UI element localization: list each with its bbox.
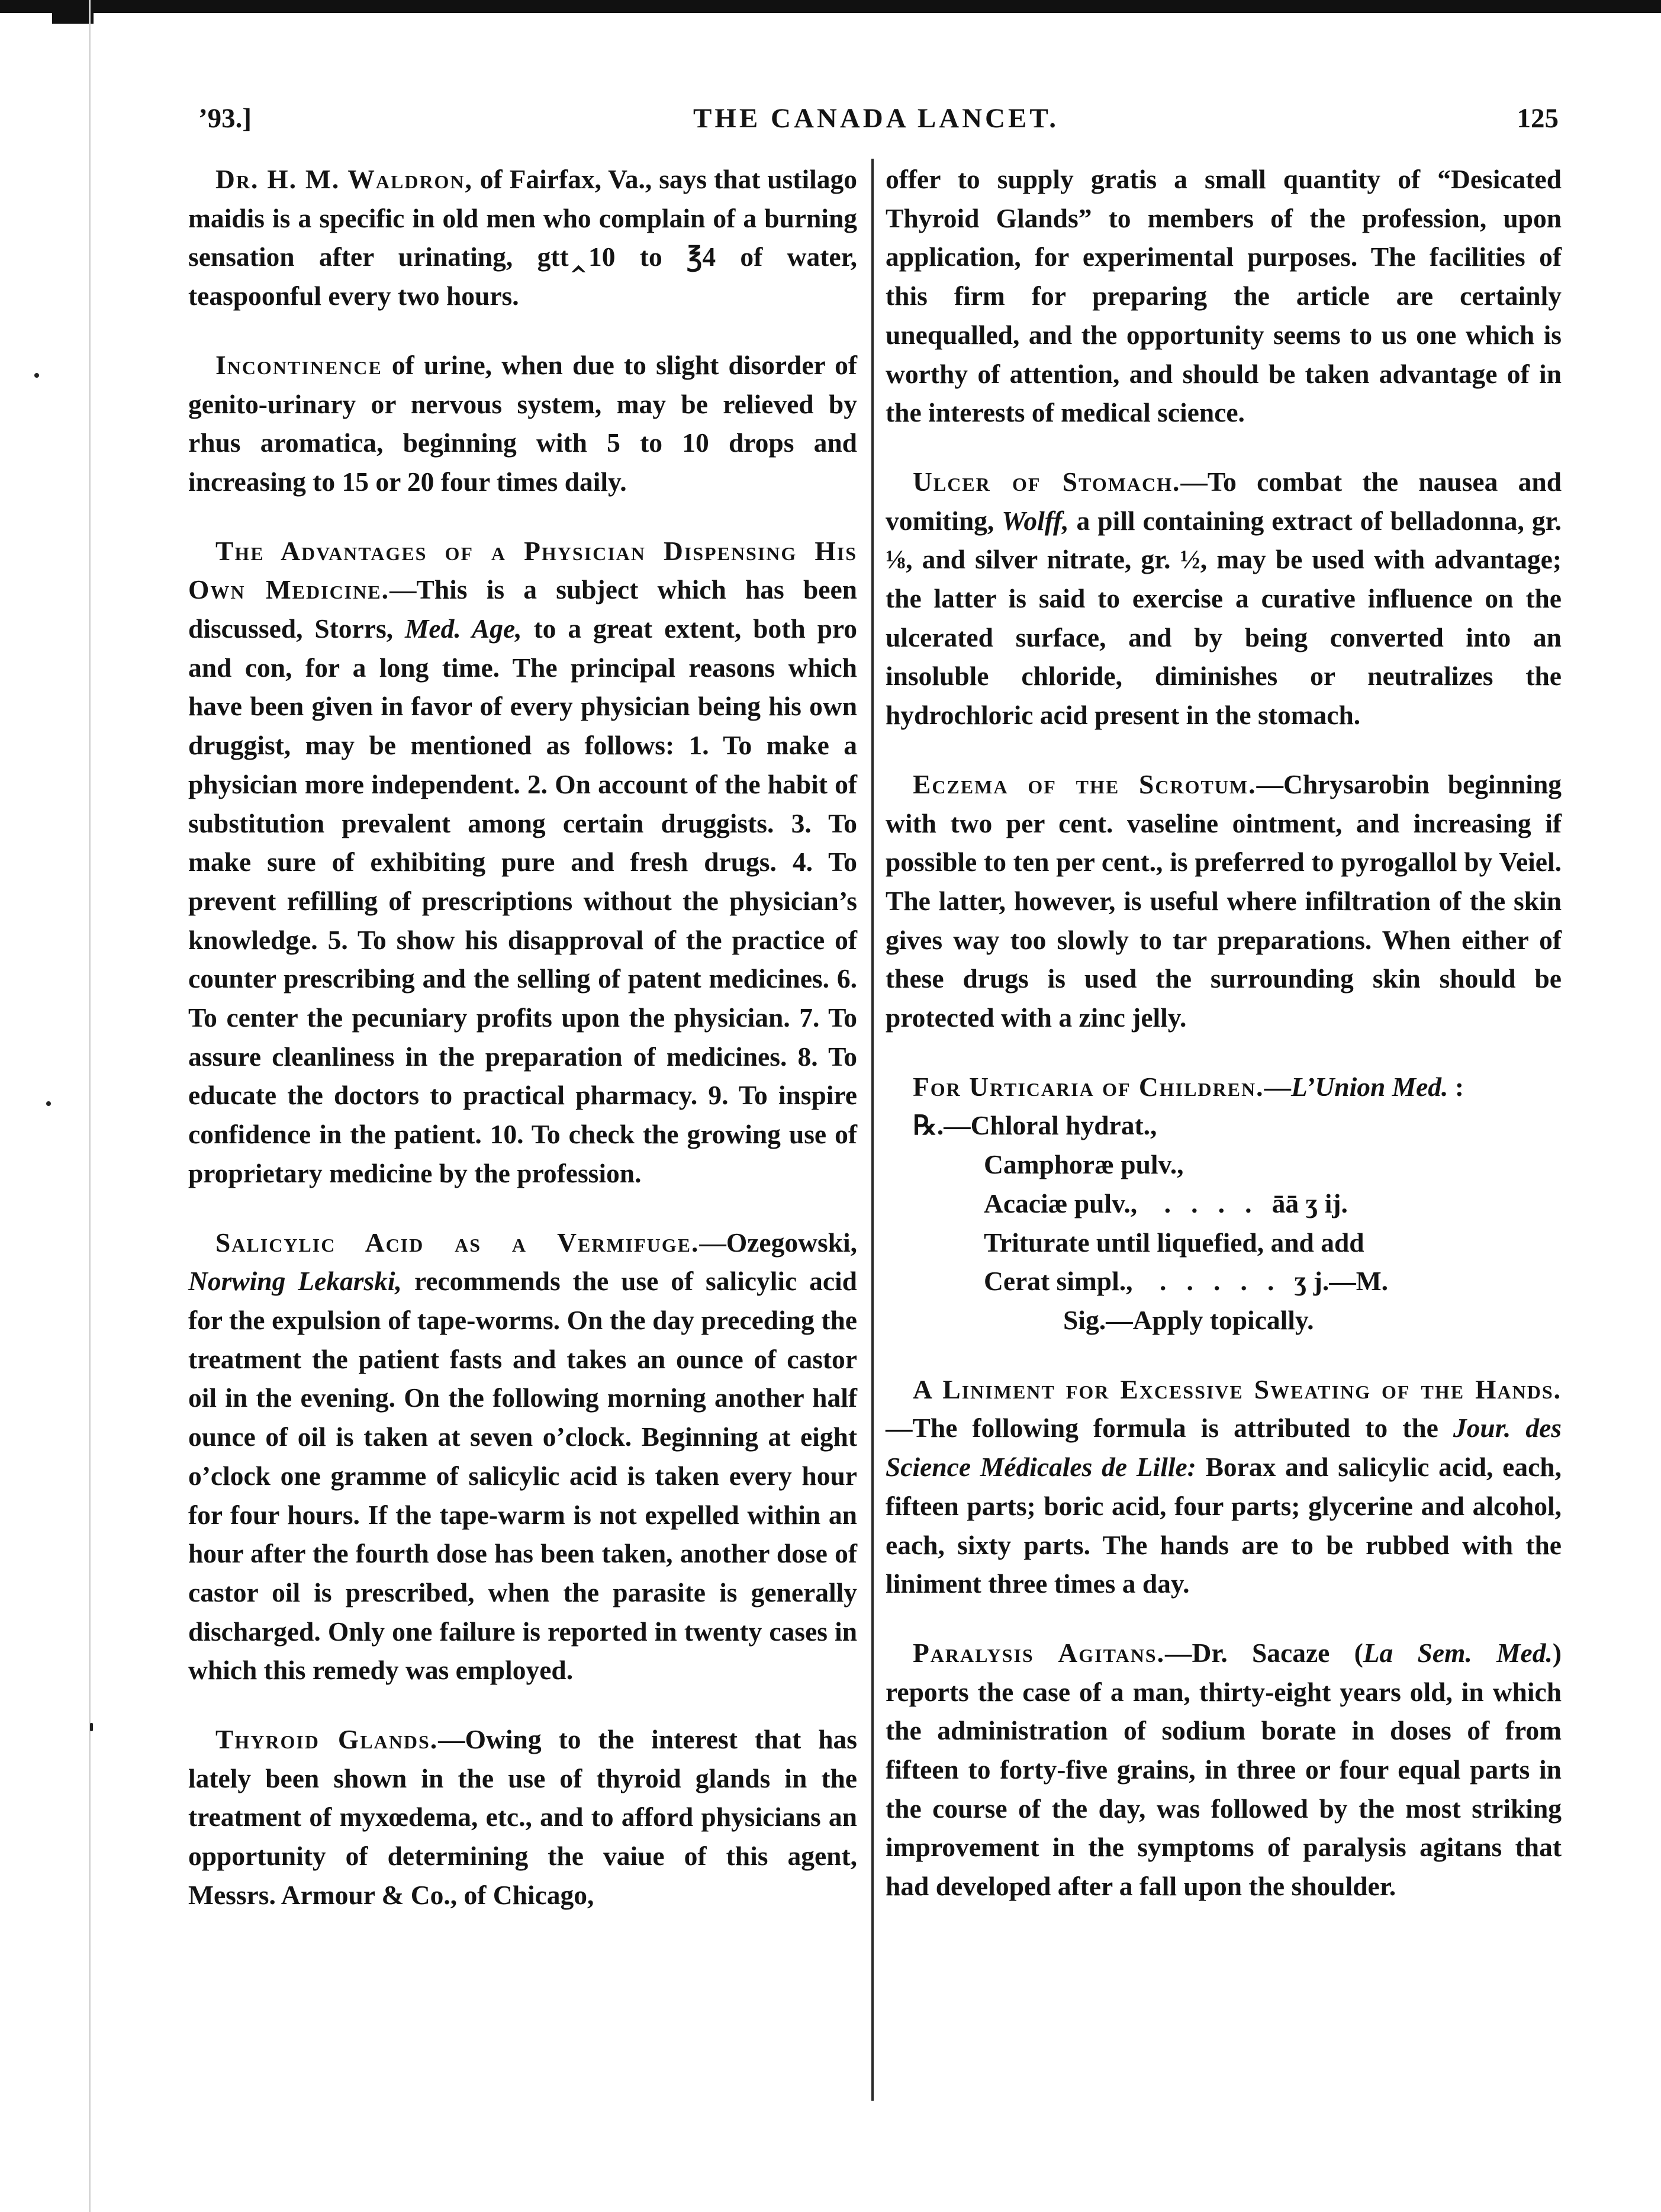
paragraph-text: ) reports the case of a man, thirty-eight years old, in which the administration of sodium borate in doses of from fifteen to forty-five grains, in three or four equal parts in the course of the day, was followed by the most striking improvement in the symptoms of paralysis agitans that had developed after a fall upon the shoulder.: [886, 1637, 1562, 1902]
scan-top-edge: [0, 0, 1661, 13]
column-divider: [871, 159, 874, 2101]
paragraph-liniment: [886, 1370, 1562, 1603]
prescription-line: Acaciæ pulv., . . . . āā ʒ ij.: [984, 1188, 1348, 1218]
paragraph-lead: Ulcer of Stomach.: [913, 466, 1181, 497]
paragraph-lead: A Liniment for Excessive Sweating of the Hands.: [913, 1374, 1562, 1404]
running-header: [192, 98, 1560, 139]
prescription-heading: [886, 1068, 1562, 1107]
paragraph-lead: For Urticaria of Children.: [913, 1071, 1264, 1102]
paragraph-eczema: [886, 765, 1562, 1037]
prescription-colon: :: [1448, 1071, 1464, 1102]
prescription-dash: —: [1264, 1071, 1291, 1102]
paragraph-lead: Dr. H. M. Waldron,: [215, 164, 473, 194]
prescription-line: ℞.—Chloral hydrat.,: [913, 1110, 1157, 1141]
paragraph-text: —Owing to the interest that has lately been shown in the use of thyroid glands in the treatment of myxœdema, etc., and to afford physicians an opportunity of determining the vaiue of this agent, Messrs. Armour & Co., of Chicago,: [188, 1724, 857, 1910]
prescription-line: Camphoræ pulv.,: [984, 1149, 1184, 1180]
paragraph-text: recommends the use of salicylic acid for the expulsion of tape-worms. On the day preceding the treatment the patient fasts and takes an ounce of castor oil in the evening. On the following morning another half ounce of oil is taken at seven o’clock. Beginning at eight o’clock one gramme of salicylic acid is taken every hour for four hours. If the tape-warm is not expelled within an hour after the fourth dose has been taken, another dose of castor oil is prescribed, when the parasite is generally discharged. Only one failure is reported in twenty cases in which this remedy was employed.: [188, 1266, 857, 1686]
paragraph-incontinence: [188, 346, 857, 501]
paragraph-lead: Incontinence: [215, 349, 382, 380]
paragraph-text: a pill containing extract of belladonna, gr. ⅛, and silver nitrate, gr. ½, may be used with advantage; the latter is said to exercise a curative influence on the ulcerated surface, and by being converted into an insoluble chloride, diminishes or neutralizes the hydrochloric acid present in the stomach.: [886, 505, 1562, 731]
paragraph-dispensing: [188, 532, 857, 1193]
citation: Wolff,: [1002, 505, 1069, 536]
paragraph-waldron: [188, 160, 857, 316]
paragraph-text: —Dr. Sacaze (: [1164, 1637, 1363, 1668]
paragraph-text: —Chrysarobin beginning with two per cent. vaseline ointment, and increasing if possible to ten per cent., is preferred to pyrogallol by Veiel. The latter, however, is useful where infiltration of the skin gives way too slowly to tar preparations. When either of these drugs is used the surrounding skin should be protected with a zinc jelly.: [886, 769, 1562, 1033]
citation: L’Union Med.: [1290, 1071, 1448, 1102]
paragraph-ulcer: [886, 462, 1562, 735]
citation: Norwing Lekarski,: [188, 1266, 402, 1297]
scan-left-edge: [89, 0, 91, 2212]
paragraph-lead: Thyroid Glands.: [215, 1724, 439, 1755]
page-number: 125: [1517, 103, 1559, 134]
paragraph-paralysis: [886, 1634, 1562, 1906]
scan-speck: [34, 373, 39, 378]
paragraph-text: Borax and salicylic acid, each, fifteen parts; boric acid, four parts; glycerine and alcohol, each, sixty parts. The hands are to be rubbed with the liniment three times a day.: [886, 1452, 1562, 1599]
paragraph-thyroid: [188, 1720, 857, 1915]
paragraph-text: to a great extent, both pro and con, for a long time. The principal reasons which have been given in favor of every physician being his own druggist, may be mentioned as follows: 1. To make a physician more independent. 2. On account of the habit of substitution prevalent among certain druggists. 3. To make sure of exhibiting pure and fresh drugs. 4. To prevent refilling of prescriptions without the physician’s knowledge. 5. To show his disapproval of the practice of counter prescribing and the selling of patent medicines. 6. To center the pecuniary profits upon the physician. 7. To assure cleanliness in the preparation of medicines. 8. To educate the doctors to practical pharmacy. 9. To inspire confidence in the patient. 10. To check the growing use of proprietary medicine by the profession.: [188, 613, 857, 1188]
prescription-urticaria: [886, 1068, 1562, 1340]
paragraph-lead: Eczema of the Scrotum.: [913, 769, 1257, 799]
scan-speck: [46, 1101, 51, 1106]
paragraph-text: —Ozegowski,: [699, 1227, 857, 1258]
prescription-line: Triturate until liquefied, and add: [984, 1227, 1364, 1258]
paragraph-text: offer to supply gratis a small quantity of “Desicated Thyroid Glands” to members of the profession, upon application, for experimental purposes. The facilities of this firm for preparing the article are certainly unequalled, and the opportunity seems to us one which is worthy of attention, and should be taken advantage of in the interests of medical science.: [886, 164, 1562, 428]
paragraph-text: —The following formula is attributed to the: [886, 1413, 1453, 1443]
right-column: [886, 160, 1562, 1936]
paragraph-salicylic: [188, 1223, 857, 1690]
left-column: [188, 160, 857, 1945]
scan-speck: [90, 1723, 93, 1731]
paragraph-text: —To combat the nausea and vomiting,: [886, 466, 1562, 536]
citation: La Sem. Med.: [1363, 1637, 1553, 1668]
paragraph-lead: Paralysis Agitans.: [913, 1637, 1165, 1668]
paragraph-lead: Salicylic Acid as a Vermifuge.: [215, 1227, 700, 1258]
paragraph-text: —This is a subject which has been discussed, Storrs,: [188, 574, 857, 644]
scan-top-nub: [52, 4, 94, 24]
header-year: ’93.]: [198, 103, 252, 134]
paragraph-text: of urine, when due to slight disorder of genito-urinary or nervous system, may be relieved by rhus aromatica, beginning with 5 to 10 drops and increasing to 15 or 20 four times daily.: [188, 349, 857, 497]
paragraph-lead: The Advantages of a Physician Dispensing His Own Medicine.: [188, 535, 857, 605]
prescription-line: Sig.—Apply topically.: [1063, 1304, 1314, 1335]
paragraph-text: of Fairfax, Va., says that ustilago maidis is a specific in old men who complain of a burning sensation after urinating, gtt‸10 to ℥4 of water, teaspoonful every two hours.: [188, 164, 857, 311]
citation: Jour. des Science Médicales de Lille:: [886, 1413, 1562, 1483]
paragraph-thyroid-continued: [886, 160, 1562, 432]
journal-title: THE CANADA LANCET.: [693, 103, 1059, 134]
prescription-line: Cerat simpl., . . . . . ʒ j.—M.: [984, 1266, 1389, 1297]
citation: Med. Age,: [404, 613, 522, 644]
